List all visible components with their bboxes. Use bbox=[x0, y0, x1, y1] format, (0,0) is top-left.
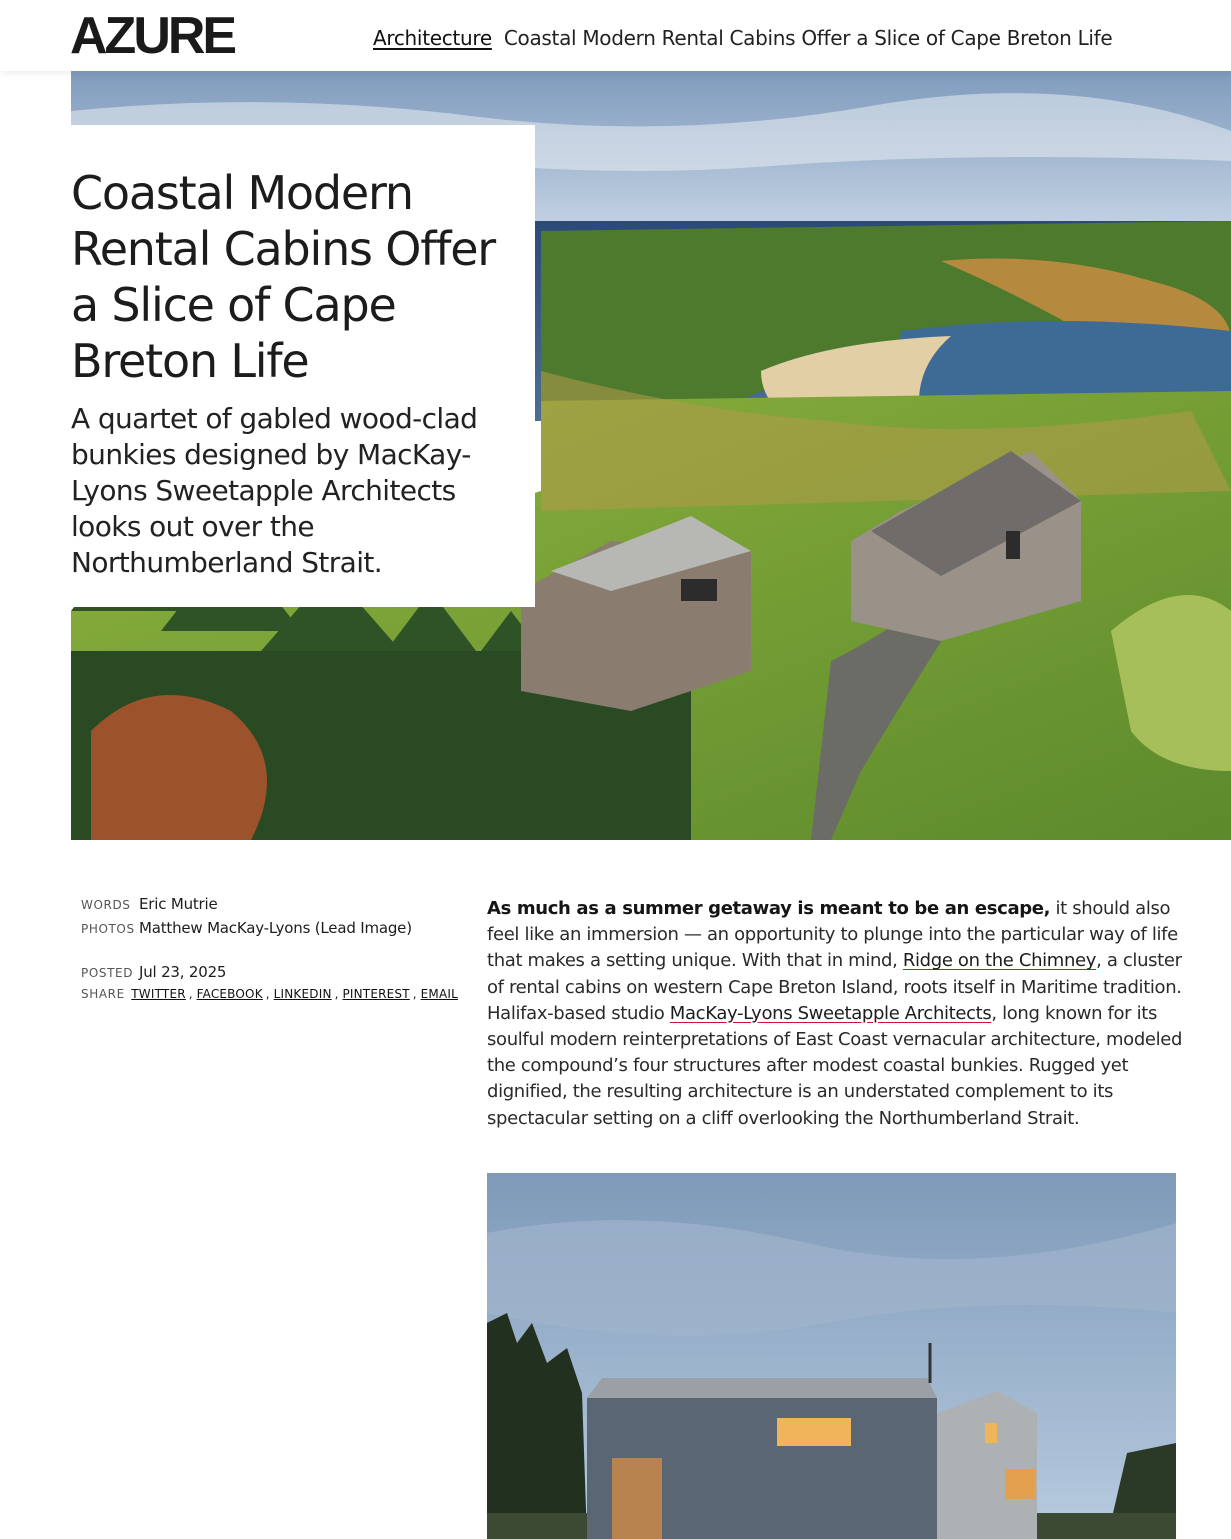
meta-posted-label: POSTED bbox=[81, 966, 134, 980]
site-header bbox=[0, 0, 1231, 71]
share-facebook-link[interactable]: FACEBOOK bbox=[196, 987, 263, 1001]
article-body bbox=[487, 896, 1187, 1132]
breadcrumb bbox=[373, 24, 1112, 52]
meta-share-label: SHARE bbox=[81, 987, 125, 1001]
share-twitter-link[interactable]: TWITTER bbox=[131, 987, 186, 1001]
ridge-on-the-chimney-link[interactable]: Ridge on the Chimney bbox=[902, 950, 1097, 972]
meta-posted-row bbox=[81, 963, 461, 987]
breadcrumb-current-page: Coastal Modern Rental Cabins Offer a Slice of Cape Breton Life bbox=[503, 26, 1113, 50]
share-links: TWITTER , FACEBOOK , LINKEDIN , PINTEREST , EMAIL bbox=[131, 987, 458, 1001]
article-title: Coastal Modern Rental Cabins Offer a Slice of Cape Breton Life bbox=[71, 166, 496, 388]
meta-photos-row bbox=[81, 919, 461, 943]
mackay-lyons-sweetapple-link[interactable]: MacKay-Lyons Sweetapple Architects bbox=[669, 1002, 992, 1024]
dusk-cabins-illustration bbox=[487, 1173, 1176, 1539]
meta-photos-value: Matthew MacKay-Lyons (Lead Image) bbox=[139, 919, 412, 937]
meta-posted-value: Jul 23, 2025 bbox=[139, 963, 227, 981]
title-card bbox=[71, 125, 535, 607]
meta-photos-label: PHOTOS bbox=[81, 922, 135, 936]
share-pinterest-link[interactable]: PINTEREST bbox=[342, 987, 410, 1001]
share-email-link[interactable]: EMAIL bbox=[420, 987, 458, 1001]
azure-logo[interactable]: AZURE bbox=[70, 7, 235, 65]
meta-words-row bbox=[81, 895, 461, 919]
article-meta bbox=[81, 895, 461, 1011]
meta-words-value: Eric Mutrie bbox=[139, 895, 218, 913]
cabins-dusk-photo bbox=[487, 1173, 1176, 1539]
meta-share-row bbox=[81, 987, 461, 1011]
body-text-3: , long known for its soulful modern reinterpretations of East Coast vernacular architecture, modeled the compound’s four structures after modest coastal bunkies. Rugged yet dignified, the resulting architecture is an understated complement to its spectacular setting on a cliff overlooking the Northumberland Strait. bbox=[487, 1002, 1183, 1129]
body-text-1: it should also feel like an immersion — an opportunity to plunge into the particular way of life that makes a setting unique. With that in mind, bbox=[487, 898, 1178, 972]
share-linkedin-link[interactable]: LINKEDIN bbox=[273, 987, 332, 1001]
breadcrumb-architecture-link[interactable]: Architecture bbox=[373, 26, 492, 50]
meta-words-label: WORDS bbox=[81, 898, 131, 912]
dusk-cabin-small bbox=[937, 1391, 1037, 1539]
article-subtitle: A quartet of gabled wood-clad bunkies designed by MacKay-Lyons Sweetapple Architects looks out over the Northumberland Strait. bbox=[71, 402, 478, 579]
article-lead: As much as a summer getaway is meant to be an escape, bbox=[487, 898, 1051, 919]
body-text-2: , a cluster of rental cabins on western Cape Breton Island, roots itself in Maritime tradition. Halifax-based studio bbox=[487, 950, 1182, 1024]
